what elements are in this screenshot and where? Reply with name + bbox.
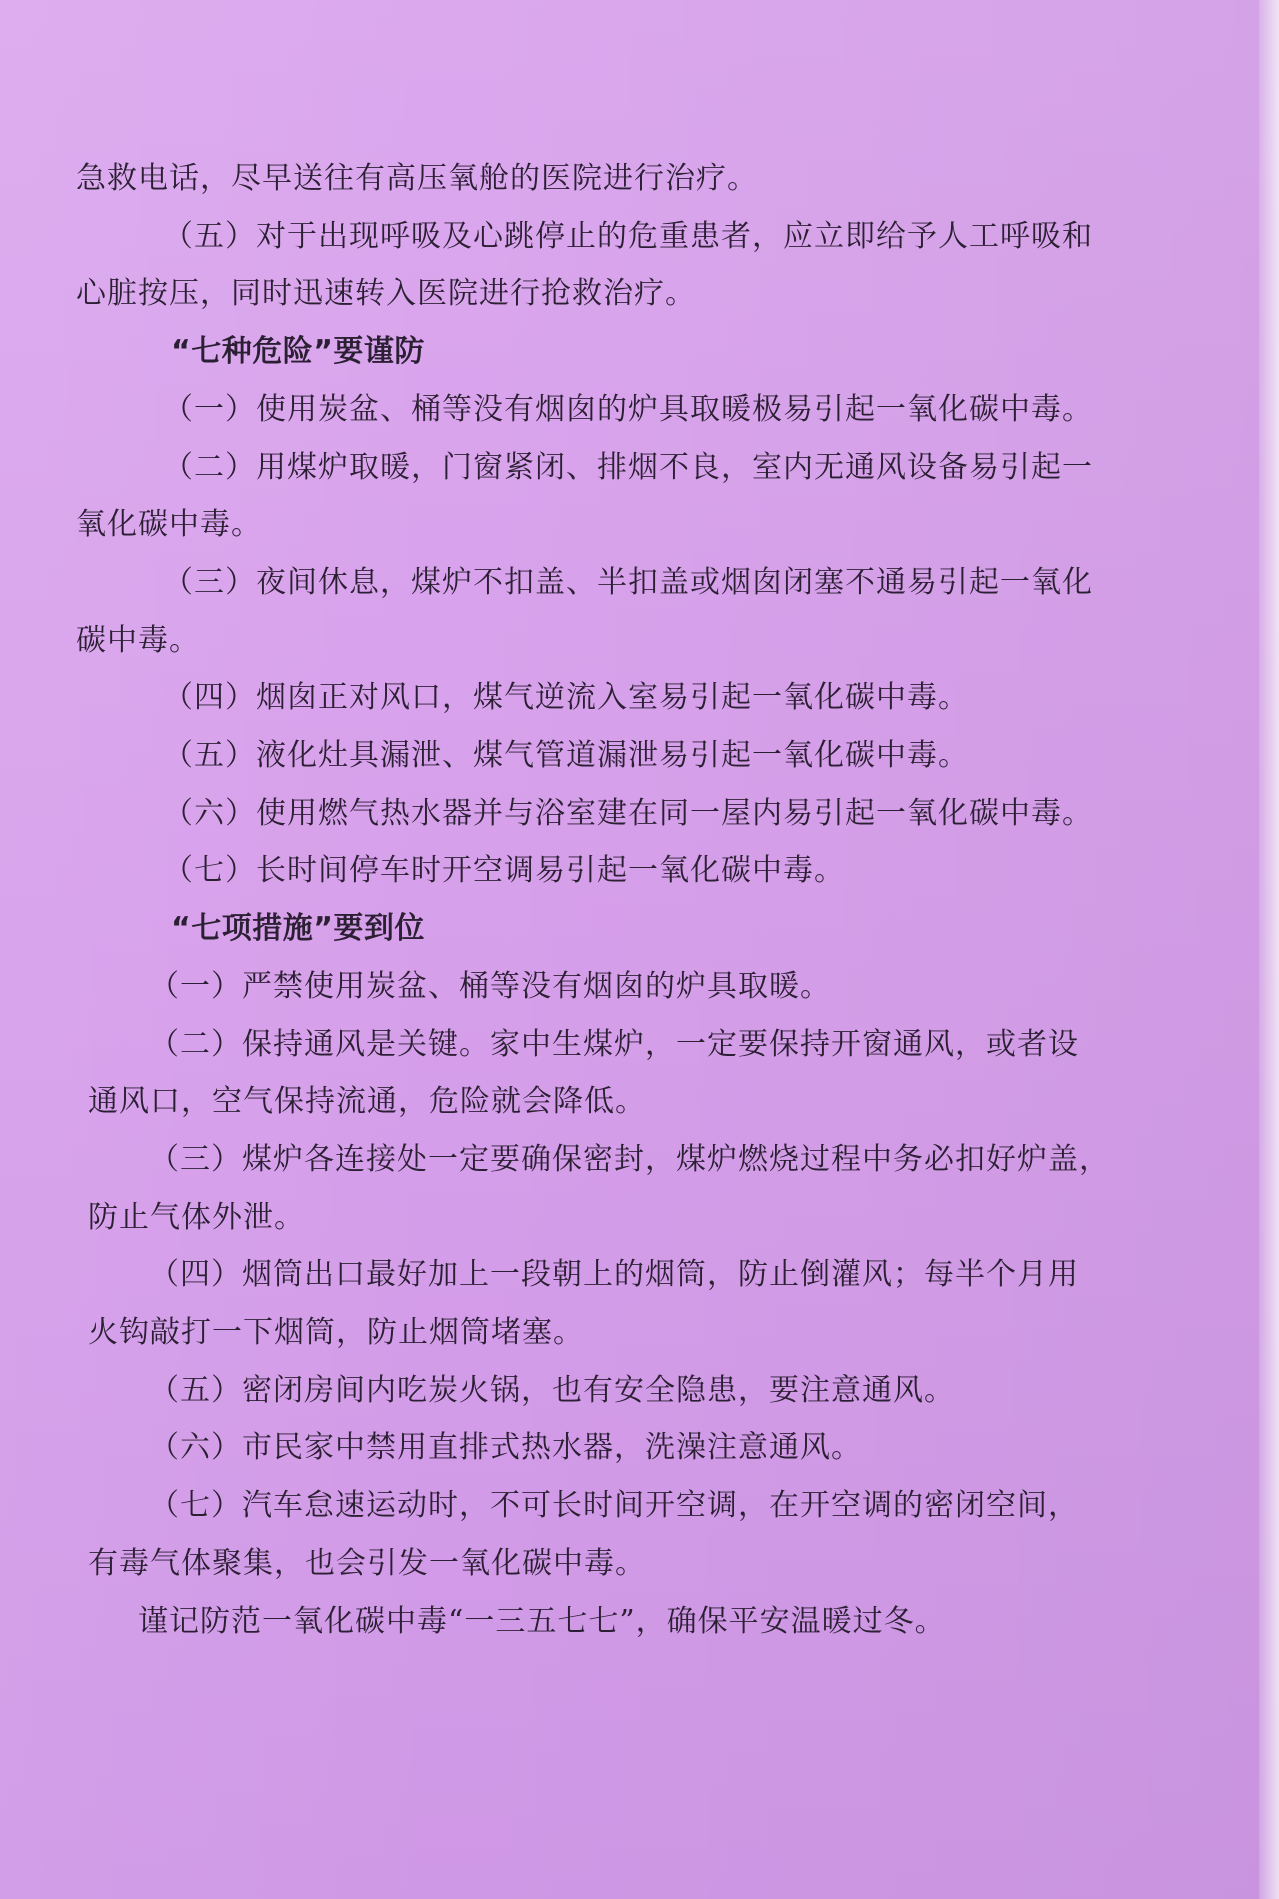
paragraph-line: 氧化碳中毒。 bbox=[76, 507, 262, 543]
paragraph-line: （六）市民家中禁用直排式热水器，洗澡注意通风。 bbox=[149, 1430, 862, 1466]
section-heading-seven-dangers: “七种危险”要谨防 bbox=[171, 334, 425, 370]
paragraph-line: 急救电话，尽早送往有高压氧舱的医院进行治疗。 bbox=[76, 161, 758, 196]
paragraph-line: 通风口，空气保持流通，危险就会降低。 bbox=[88, 1084, 646, 1120]
closing-line: 谨记防范一氧化碳中毒“一三五七七”，确保平安温暖过冬。 bbox=[138, 1603, 946, 1639]
paragraph-line: 有毒气体聚集，也会引发一氧化碳中毒。 bbox=[88, 1545, 646, 1581]
paragraph-line: 碳中毒。 bbox=[76, 622, 200, 658]
paragraph-line: 防止气体外泄。 bbox=[88, 1199, 305, 1235]
paragraph-line: （七）汽车怠速运动时，不可长时间开空调，在开空调的密闭空间， bbox=[149, 1488, 1079, 1524]
paragraph-line: （二）保持通风是关键。家中生煤炉，一定要保持开窗通风，或者设 bbox=[149, 1026, 1079, 1062]
paragraph-line: （五）对于出现呼吸及心跳停止的危重患者，应立即给予人工呼吸和 bbox=[163, 218, 1093, 254]
paragraph-line: （三）夜间休息，煤炉不扣盖、半扣盖或烟囱闭塞不通易引起一氧化 bbox=[163, 564, 1093, 600]
paragraph-line: （二）用煤炉取暖，门窗紧闭、排烟不良，室内无通风设备易引起一 bbox=[163, 449, 1093, 485]
paragraph-line: （一）使用炭盆、桶等没有烟囱的炉具取暖极易引起一氧化碳中毒。 bbox=[163, 391, 1093, 427]
paragraph-line: 火钩敲打一下烟筒，防止烟筒堵塞。 bbox=[88, 1315, 584, 1351]
paragraph-line: （五）液化灶具漏泄、煤气管道漏泄易引起一氧化碳中毒。 bbox=[163, 738, 969, 774]
paragraph-line: 心脏按压，同时迅速转入医院进行抢救治疗。 bbox=[76, 276, 696, 312]
paragraph-line: （四）烟囱正对风口，煤气逆流入室易引起一氧化碳中毒。 bbox=[163, 680, 969, 716]
paragraph-line: （六）使用燃气热水器并与浴室建在同一屋内易引起一氧化碳中毒。 bbox=[163, 795, 1093, 831]
paragraph-line: （五）密闭房间内吃炭火锅，也有安全隐患，要注意通风。 bbox=[149, 1372, 955, 1408]
paragraph-line: （三）煤炉各连接处一定要确保密封，煤炉燃烧过程中务必扣好炉盖， bbox=[149, 1141, 1110, 1177]
paragraph-line: （七）长时间停车时开空调易引起一氧化碳中毒。 bbox=[163, 853, 845, 889]
section-heading-seven-measures: “七项措施”要到位 bbox=[171, 911, 425, 947]
paragraph-line: （一）严禁使用炭盆、桶等没有烟囱的炉具取暖。 bbox=[149, 968, 831, 1004]
paragraph-line: （四）烟筒出口最好加上一段朝上的烟筒，防止倒灌风；每半个月用 bbox=[149, 1257, 1079, 1293]
page-edge-shadow bbox=[1259, 0, 1279, 1899]
document-text bbox=[76, 150, 1206, 1650]
